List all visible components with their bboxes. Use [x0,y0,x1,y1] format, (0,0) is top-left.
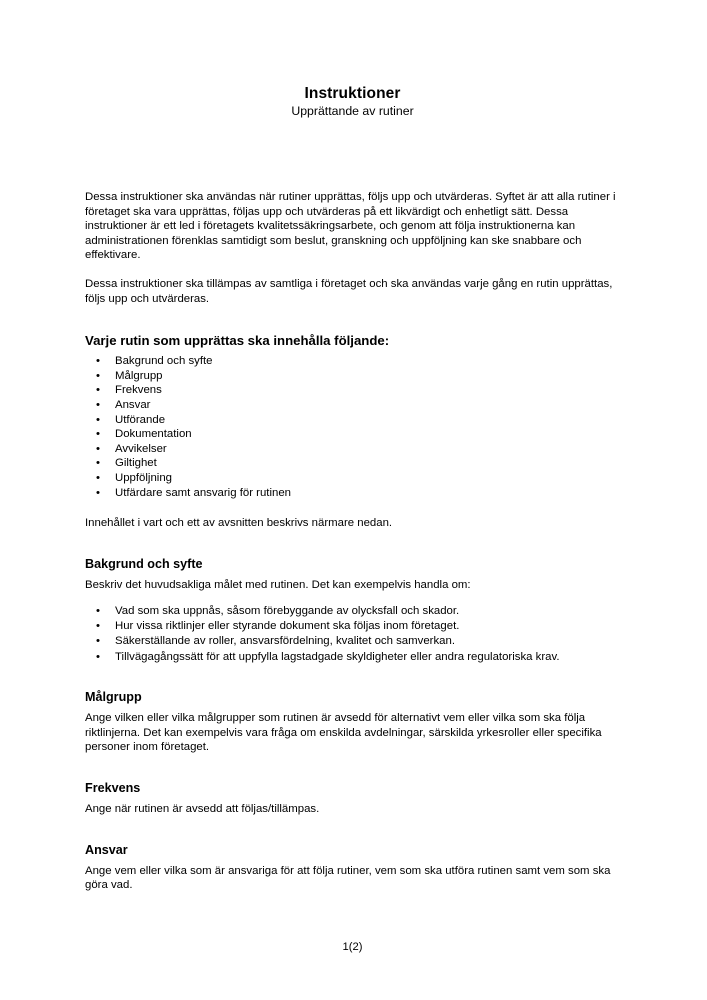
list-item-label: Utförande [115,413,166,426]
bullet-icon: • [96,650,100,663]
list-item [85,442,620,457]
list-item-label: Frekvens [115,384,162,397]
bullet-icon: • [96,635,100,648]
list-item [85,383,620,398]
ansvar-body: Ange vem eller vilka som är ansvariga för att följa rutiner, vem som ska utföra rutinen samt vem som ska göra vad. [85,864,611,892]
checklist-bakgrund [85,604,620,664]
bullet-icon: • [96,369,100,382]
page-footer [85,940,620,954]
list-item [85,427,620,442]
list-item [85,650,620,665]
list-item-label: Uppföljning [115,471,172,484]
list-item-label: Säkerställande av roller, ansvarsfördelning, kvalitet och samverkan. [115,635,455,648]
list-item [85,456,620,471]
intro-paragraph-2: Dessa instruktioner ska tillämpas av samtliga i företaget och ska användas varje gång en rutin upprättas, följs upp och utvärderas. [85,277,613,305]
list-item-label: Målgrupp [115,369,163,382]
bullet-icon: • [96,428,100,441]
list-item-label: Hur vissa riktlinjer eller styrande dokument ska följas inom företaget. [115,620,460,633]
section-heading-frekvens: Frekvens [85,780,141,795]
list-item-label: Tillvägagångssätt för att uppfylla lagstadgade skyldigheter eller andra regulatoriska krav. [115,650,560,663]
bullet-icon: • [96,471,100,484]
list-item-label: Dokumentation [115,428,192,441]
malgrupp-body: Ange vilken eller vilka målgrupper som rutinen är avsedd för alternativt vem eller vilka som ska följa riktlinjerna. Det kan exempelvis vara fråga om enskilda avdelningar, särskilda yrkesroller eller specifika personer inom företaget. [85,712,602,754]
list-item-label: Bakgrund och syfte [115,355,213,368]
list-item [85,354,620,369]
checklist-innehall [85,354,620,500]
page-number: 1(2) [342,941,363,953]
page-title: Instruktioner [304,85,401,102]
spacer [85,500,620,516]
page-subtitle: Upprättande av rutiner [291,104,414,118]
bullet-icon: • [96,457,100,470]
section-heading-malgrupp: Målgrupp [85,690,142,705]
list-item [85,369,620,384]
bullet-icon: • [96,442,100,455]
innehall-closing-paragraph: Innehållet i vart och ett av avsnitten beskrivs närmare nedan. [85,517,393,530]
list-item [85,486,620,501]
section-heading-bakgrund-och-syfte: Bakgrund och syfte [85,556,203,571]
document-header [85,84,620,120]
bullet-icon: • [96,486,100,499]
bullet-icon: • [96,398,100,411]
list-item [85,413,620,428]
frekvens-body: Ange när rutinen är avsedd att följas/tillämpas. [85,802,320,815]
bullet-icon: • [96,605,100,618]
list-item-label: Giltighet [115,457,157,470]
section-heading-ansvar: Ansvar [85,842,128,857]
bullet-icon: • [96,620,100,633]
bullet-icon: • [96,413,100,426]
bakgrund-intro-paragraph: Beskriv det huvudsakliga målet med rutinen. Det kan exempelvis handla om: [85,578,471,591]
list-item-label: Avvikelser [115,442,167,455]
intro-paragraph-1: Dessa instruktioner ska användas när rutiner upprättas, följs upp och utvärderas. Syftet är att alla rutiner i företaget ska vara upprättas, följas upp och utvärderas på ett likvärdigt och enhetligt sätt. Dessa instruktioner är ett led i företagets kvalitetssäkringsarbete, och genom att följa instruktionerna kan administrationen förenklas samtidigt som beslut, granskning och uppföljning kan ske snabbare och effektivare. [85,191,616,262]
bullet-icon: • [96,384,100,397]
list-item [85,471,620,486]
list-item-label: Ansvar [115,398,151,411]
list-item-label: Vad som ska uppnås, såsom förebyggande av olycksfall och skador. [115,605,460,618]
document-body [85,190,620,893]
section-heading-innehall: Varje rutin som upprättas ska innehålla följande: [85,333,390,349]
spacer [85,592,620,604]
list-item [85,634,620,649]
bullet-icon: • [96,355,100,368]
list-item [85,619,620,634]
list-item [85,604,620,619]
list-item-label: Utfärdare samt ansvarig för rutinen [115,486,291,499]
list-item [85,398,620,413]
